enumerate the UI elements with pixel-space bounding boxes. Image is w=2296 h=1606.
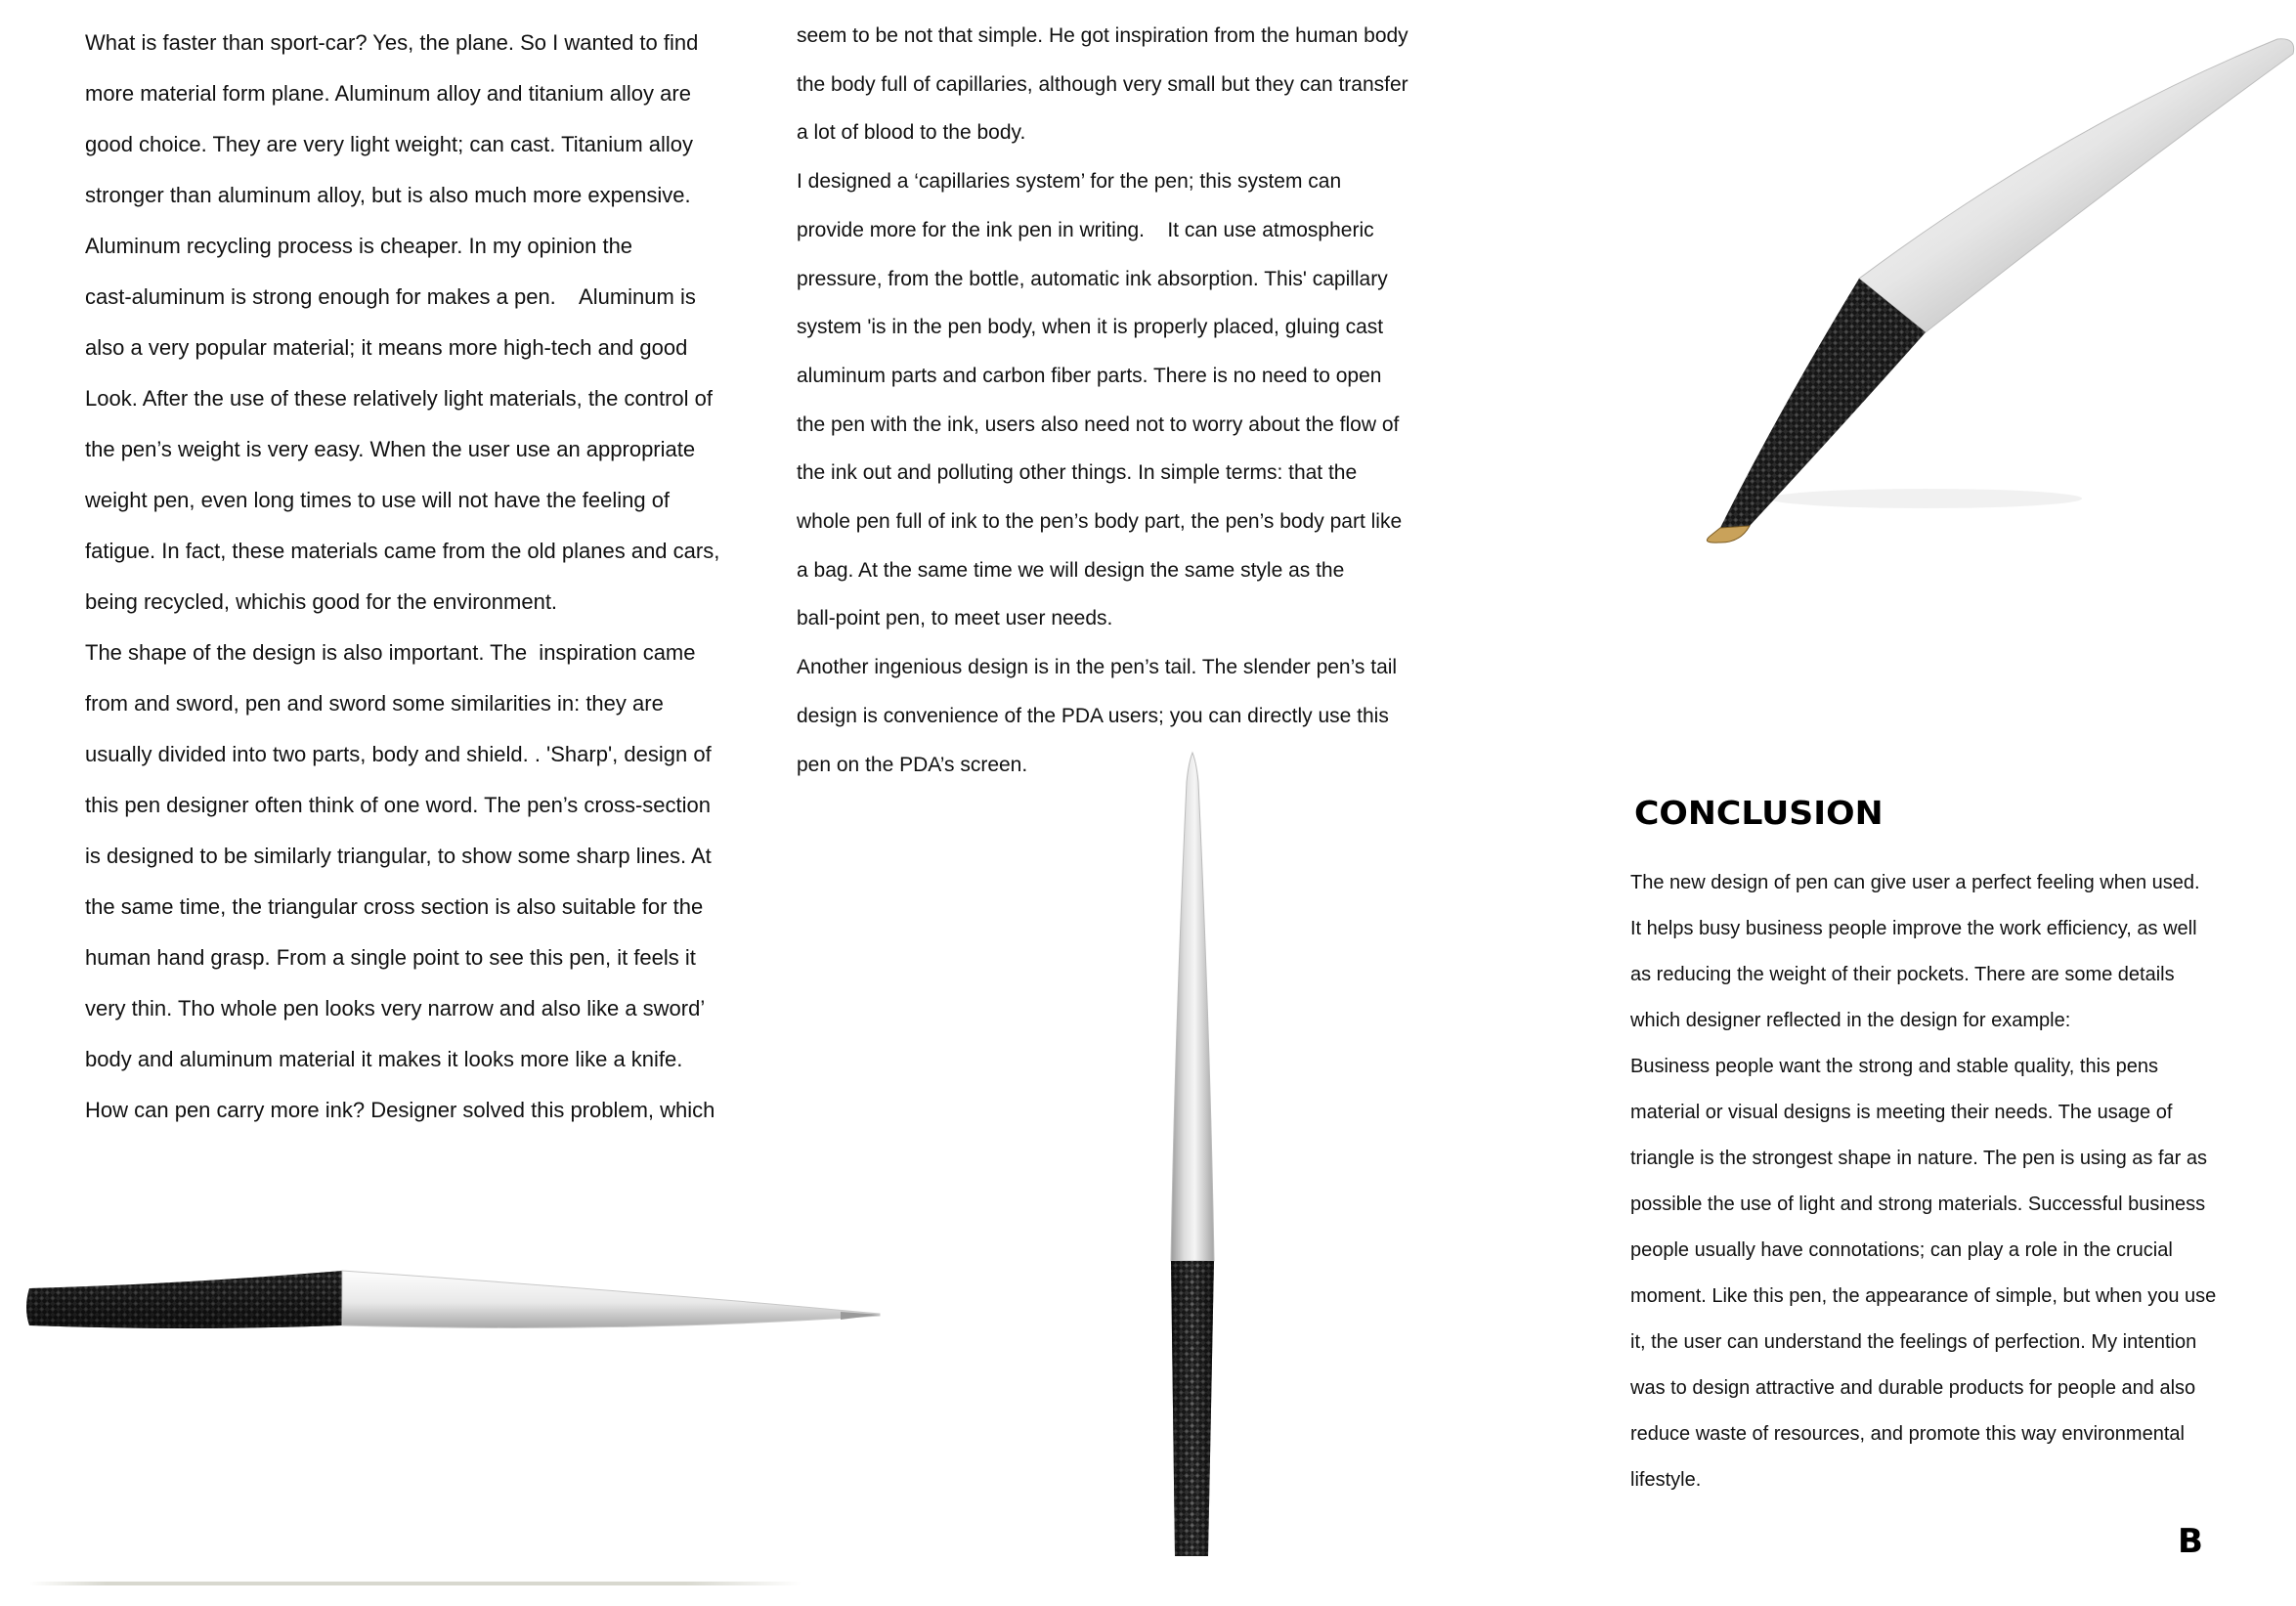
middle-column-line: pen on the PDA’s screen. bbox=[797, 753, 1028, 776]
pen-render-vertical bbox=[1153, 743, 1232, 1564]
left-column-line: good choice. They are very light weight; can cast. Titanium alloy bbox=[85, 132, 694, 156]
conclusion-text bbox=[1630, 860, 2266, 1503]
left-column-line: more material form plane. Aluminum alloy and titanium alloy are bbox=[85, 81, 691, 106]
left-column-line: is designed to be similarly triangular, to show some sharp lines. At bbox=[85, 844, 712, 868]
conclusion-line: was to design attractive and durable products for people and also bbox=[1630, 1377, 2196, 1399]
left-column-line: The shape of the design is also important. The inspiration came bbox=[85, 640, 696, 665]
middle-column-line: I designed a ‘capillaries system’ for the pen; this system can bbox=[797, 170, 1342, 194]
conclusion-heading: CONCLUSION bbox=[1634, 794, 1884, 832]
conclusion-line: lifestyle. bbox=[1630, 1469, 1702, 1491]
left-column-line: this pen designer often think of one word. The pen’s cross-section bbox=[85, 793, 712, 817]
conclusion-line: It helps busy business people improve the work efficiency, as well bbox=[1630, 918, 2197, 939]
left-column-line: weight pen, even long times to use will not have the feeling of bbox=[85, 488, 671, 512]
middle-column-line: provide more for the ink pen in writing. It can use atmospheric bbox=[797, 218, 1374, 241]
text-column-middle bbox=[797, 12, 1481, 789]
middle-column-line: system 'is in the pen body, when it is properly placed, gluing cast bbox=[797, 316, 1384, 339]
left-column-line: very thin. Tho whole pen looks very narrow and also like a sword’ bbox=[85, 996, 706, 1020]
middle-column-line: pressure, from the bottle, automatic ink absorption. This' capillary bbox=[797, 267, 1388, 290]
middle-column-line: the pen with the ink, users also need not to worry about the flow of bbox=[797, 412, 1400, 436]
left-column-line: body and aluminum material it makes it looks more like a knife. bbox=[85, 1047, 683, 1071]
left-column-line: cast-aluminum is strong enough for makes a pen. Aluminum is bbox=[85, 284, 696, 309]
left-column-line: fatigue. In fact, these materials came from the old planes and cars, bbox=[85, 539, 720, 563]
middle-column-line: the body full of capillaries, although very small but they can transfer bbox=[797, 72, 1408, 96]
left-column-line: human hand grasp. From a single point to see this pen, it feels it bbox=[85, 945, 696, 970]
conclusion-line: possible the use of light and strong materials. Successful business bbox=[1630, 1194, 2206, 1215]
pen-aluminum-body bbox=[342, 1271, 880, 1327]
floor-line bbox=[29, 1582, 801, 1585]
middle-column-line: aluminum parts and carbon fiber parts. There is no need to open bbox=[797, 364, 1382, 387]
middle-column-line: a lot of blood to the body. bbox=[797, 121, 1026, 145]
conclusion-line: The new design of pen can give user a perfect feeling when used. bbox=[1630, 872, 2200, 893]
conclusion-line: as reducing the weight of their pockets. There are some details bbox=[1630, 964, 2175, 985]
pen-shadow bbox=[1769, 489, 2082, 508]
left-column-line: from and sword, pen and sword some similarities in: they are bbox=[85, 691, 664, 716]
pen-nib bbox=[1707, 526, 1750, 543]
middle-column-line: whole pen full of ink to the pen’s body part, the pen’s body part like bbox=[797, 510, 1403, 534]
pen-render-horizontal bbox=[20, 1251, 899, 1359]
left-column-line: How can pen carry more ink? Designer solved this problem, which bbox=[85, 1098, 715, 1122]
conclusion-line: which designer reflected in the design for example: bbox=[1630, 1010, 2071, 1031]
conclusion-line: reduce waste of resources, and promote this way environmental bbox=[1630, 1423, 2185, 1445]
left-column-line: Aluminum recycling process is cheaper. In my opinion the bbox=[85, 234, 633, 258]
middle-column-line: Another ingenious design is in the pen’s tail. The slender pen’s tail bbox=[797, 656, 1398, 679]
left-column-line: the pen’s weight is very easy. When the user use an appropriate bbox=[85, 437, 696, 461]
pen-aluminum-body bbox=[1171, 753, 1214, 1261]
conclusion-line: it, the user can understand the feelings of perfection. My intention bbox=[1630, 1331, 2197, 1353]
conclusion-line: Business people want the strong and stable quality, this pens bbox=[1630, 1056, 2158, 1077]
left-column-line: What is faster than sport-car? Yes, the plane. So I wanted to find bbox=[85, 30, 699, 55]
left-column-line: Look. After the use of these relatively light materials, the control of bbox=[85, 386, 714, 411]
left-column-line: stronger than aluminum alloy, but is also much more expensive. bbox=[85, 183, 691, 207]
middle-column-line: design is convenience of the PDA users; you can directly use this bbox=[797, 704, 1389, 727]
middle-column-line: the ink out and polluting other things. In simple terms: that the bbox=[797, 461, 1358, 485]
conclusion-line: moment. Like this pen, the appearance of simple, but when you use bbox=[1630, 1285, 2217, 1307]
page-letter: B bbox=[2178, 1522, 2203, 1561]
conclusion-line: people usually have connotations; can play a role in the crucial bbox=[1630, 1239, 2173, 1261]
middle-column-line: seem to be not that simple. He got inspiration from the human body bbox=[797, 24, 1408, 47]
middle-column-line: a bag. At the same time we will design the same style as the bbox=[797, 558, 1345, 582]
pen-aluminum-body bbox=[1859, 39, 2294, 332]
left-column-line: also a very popular material; it means more high-tech and good bbox=[85, 335, 688, 360]
left-column-line: usually divided into two parts, body and shield. . 'Sharp', design of bbox=[85, 742, 712, 766]
left-column-line: being recycled, whichis good for the environment. bbox=[85, 589, 558, 614]
left-column-line: the same time, the triangular cross section is also suitable for the bbox=[85, 894, 704, 919]
conclusion-line: material or visual designs is meeting their needs. The usage of bbox=[1630, 1102, 2173, 1123]
conclusion-line: triangle is the strongest shape in nature. The pen is using as far as bbox=[1630, 1148, 2207, 1169]
text-column-left bbox=[85, 18, 769, 1136]
pen-render-diagonal bbox=[1603, 20, 2296, 567]
middle-column-line: ball-point pen, to meet user needs. bbox=[797, 607, 1113, 630]
